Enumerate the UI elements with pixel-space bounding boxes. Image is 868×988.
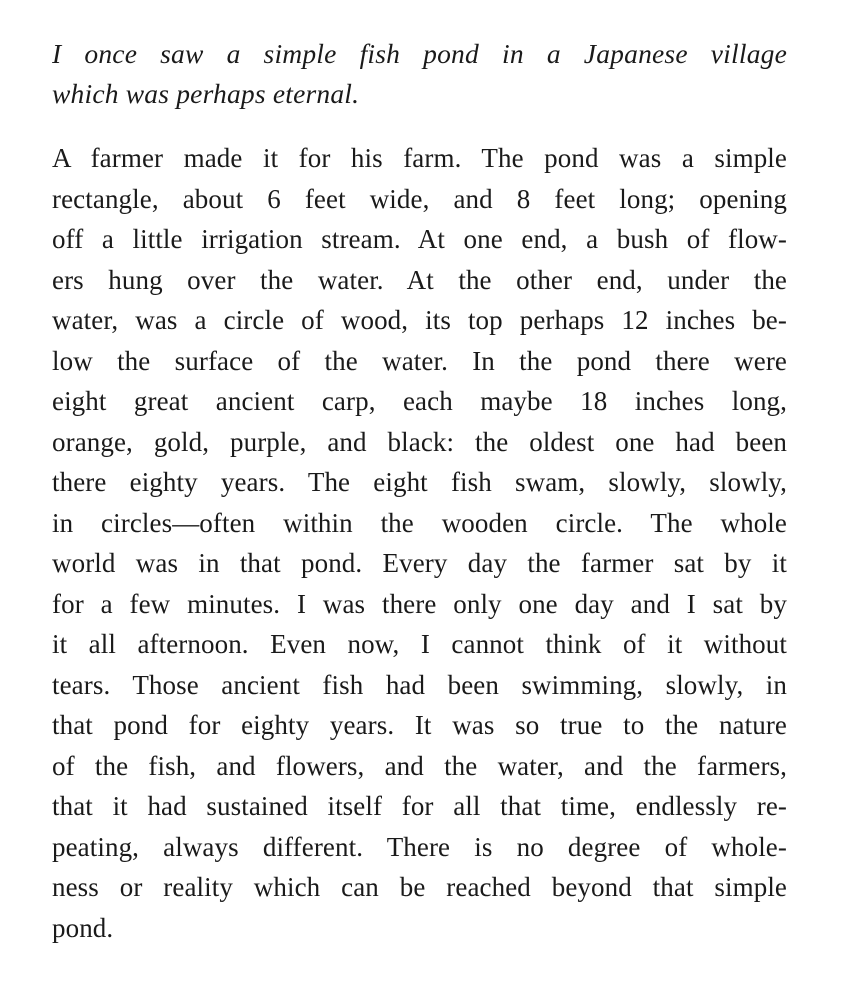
body-paragraph <box>52 138 787 948</box>
paragraph-line: world was in that pond. Every day the farmer sat by it <box>52 548 787 578</box>
paragraph-line: peating, always different. There is no degree of whole- <box>52 831 787 862</box>
paragraph-line: low the surface of the water. In the pond there were <box>52 345 787 376</box>
book-page <box>52 34 787 948</box>
paragraph-line: pond. <box>52 912 114 943</box>
paragraph-line: that pond for eighty years. It was so true to the nature <box>52 710 787 740</box>
paragraph-line: eight great ancient carp, each maybe 18 inches long, <box>52 386 787 416</box>
intro-line: I once saw a simple fish pond in a Japanese village <box>52 38 787 69</box>
paragraph-line: A farmer made it for his farm. The pond was a simple <box>52 143 787 173</box>
intro-line: which was perhaps eternal. <box>52 78 360 109</box>
paragraph-line: off a little irrigation stream. At one end, a bush of flow- <box>52 224 787 254</box>
paragraph-line: water, was a circle of wood, its top perhaps 12 inches be- <box>52 305 787 335</box>
paragraph-line: rectangle, about 6 feet wide, and 8 feet long; opening <box>52 183 787 214</box>
paragraph-line: there eighty years. The eight fish swam, slowly, slowly, <box>52 467 787 497</box>
paragraph-line: ness or reality which can be reached beyond that simple <box>52 872 787 902</box>
paragraph-line: in circles—often within the wooden circle. The whole <box>52 507 787 538</box>
paragraph-line: for a few minutes. I was there only one day and I sat by <box>52 588 787 619</box>
paragraph-line: tears. Those ancient fish had been swimming, slowly, in <box>52 669 787 700</box>
paragraph-line: orange, gold, purple, and black: the oldest one had been <box>52 426 787 457</box>
paragraph-line: ers hung over the water. At the other end, under the <box>52 264 787 295</box>
paragraph-line: it all afternoon. Even now, I cannot think of it without <box>52 629 787 659</box>
paragraph-line: that it had sustained itself for all that time, endlessly re- <box>52 791 787 821</box>
intro-italic-heading <box>52 34 787 114</box>
paragraph-line: of the fish, and flowers, and the water, and the farmers, <box>52 750 787 781</box>
